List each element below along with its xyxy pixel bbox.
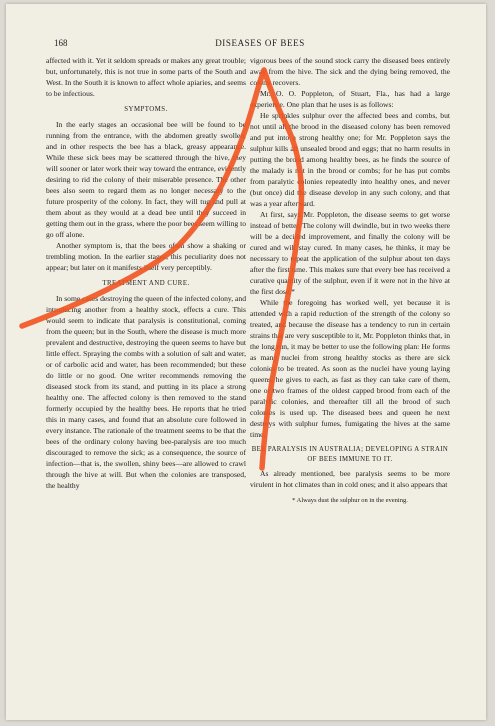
- paragraph: Mr. O. O. Poppleton, of Stuart, Fla., has had a large experience. One plan that he uses is as follows:: [250, 89, 450, 109]
- paragraph: In some cases destroying the queen of the infected colony, and introducing another from a healthy stock, effects a cure. This would seem to indicate that paralysis is constitutional, coming from the queen; but in the South, where the disease is much more prevalent and destructive, destroying the queen seems to have but little effect. Spraying the combs with a solution of salt and water, or of carbolic acid and water, has been recommended; but these do little or no good. One writer recommends removing the diseased stock from its stand, and putting in its place a strong healthy one. The affected colony is then removed to the stand formerly occupied by the healthy bees. He reports that he tried this in many cases, and found that an absolute cure followed in every instance. The rationale of the treatment seems to be that the bees of the ordinary colony having bee-paralysis are too much discouraged to remove the sick; as a consequence, the source of infection—that is, the swollen, shiny bees—are allowed to crawl through the hive at will. But when the colonies are transposed, the healthy: [46, 294, 246, 490]
- section-heading-treatment: TREATMENT AND CURE.: [102, 280, 190, 287]
- paragraph: As already mentioned, bee paralysis seems to be more virulent in hot climates than in cold ones; and it also appears that: [250, 469, 450, 489]
- page-number: 168: [54, 38, 68, 48]
- left-column: [46, 55, 246, 491]
- paragraph: While the foregoing has worked well, yet because it is attended with a rapid reduction of the strength of the colony so treated, and because the disease has a tendency to run in certain strains that are very susceptible to it, Mr. Poppleton thinks that, in the long run, it may be better to use the following plan: He forms as many nuclei from strong healthy stocks as there are sick colonies to be treated. As soon as the nuclei have young laying queens, he gives to each, as fast as they can take care of them, one or two frames of the oldest capped brood from each of the paralytic colonies, and thereafter till all the brood of such colonies is used up. The diseased bees and queen he next destroys with sulphur fumes, fumigating the hives at the same time.: [250, 298, 450, 439]
- page-header: [54, 38, 466, 52]
- section-heading-australia: BEE PARALYSIS IN AUSTRALIA; DEVELOPING A STRAIN OF BEES IMMUNE TO IT.: [251, 446, 449, 463]
- running-title: DISEASES OF BEES: [215, 38, 305, 48]
- paragraph: In the early stages an occasional bee will be found to be running from the entrance, with the abdomen greatly swollen, and in other respects the bee has a black, greasy appearance. While these sick bees may be scattered through the hive, they will sooner or later work their way toward the entrance, evidently desiring to rid the colony of their miserable presence. The other bees also seem to regard them as no longer necessary to the future prosperity of the colony. In fact, they will tug and pull at them about as they would at a dead bee until they succeed in getting them out in the grass, where the poor bees seem willing to go off alone.: [46, 120, 246, 239]
- paragraph: Another symptom is, that the bees often show a shaking or trembling motion. In the earlier stages, this peculiarity does not appear; but later on it manifests itself very perceptibly.: [46, 241, 246, 272]
- paragraph: affected with it. Yet it seldom spreads or makes any great trouble; but, unfortunately, this is not true in some parts of the South and West. In the South it is known to affect whole apiaries, and seems to be infectious.: [46, 56, 246, 98]
- paragraph: At first, says Mr. Poppleton, the disease seems to get worse instead of better. The colony will dwindle, but in two weeks there will be a decided improvement, and finally the colony will be cured and will stay cured. In many cases, he thinks, it may be necessary to repeat the application of the sulphur about ten days after the first time. This makes sure that every bee has received a curative quantity of the sulphur, even if it were not in the hive at the first dose.*: [250, 210, 450, 296]
- right-column: [250, 55, 450, 506]
- paragraph: He sprinkles sulphur over the affected bees and combs, but not until all the brood in the diseased colony has been removed and put into a strong healthy one; for Mr. Poppleton says the sulphur kills all unsealed brood and eggs; that no harm results in putting the brood among healthy bees, as he finds the source of the malady is not in the brood or combs; for he has put combs from paralytic colonies repeatedly into healthy ones, and never (but once) did the disease develop in any such colony, and that was a year afterward.: [250, 111, 450, 208]
- paragraph: vigorous bees of the sound stock carry the diseased bees entirely away from the hive. The sick and the dying being removed, the colony recovers.: [250, 56, 450, 87]
- section-heading-symptoms: SYMPTOMS.: [124, 106, 168, 113]
- footnote: * Always dust the sulphur on in the evening.: [292, 497, 408, 504]
